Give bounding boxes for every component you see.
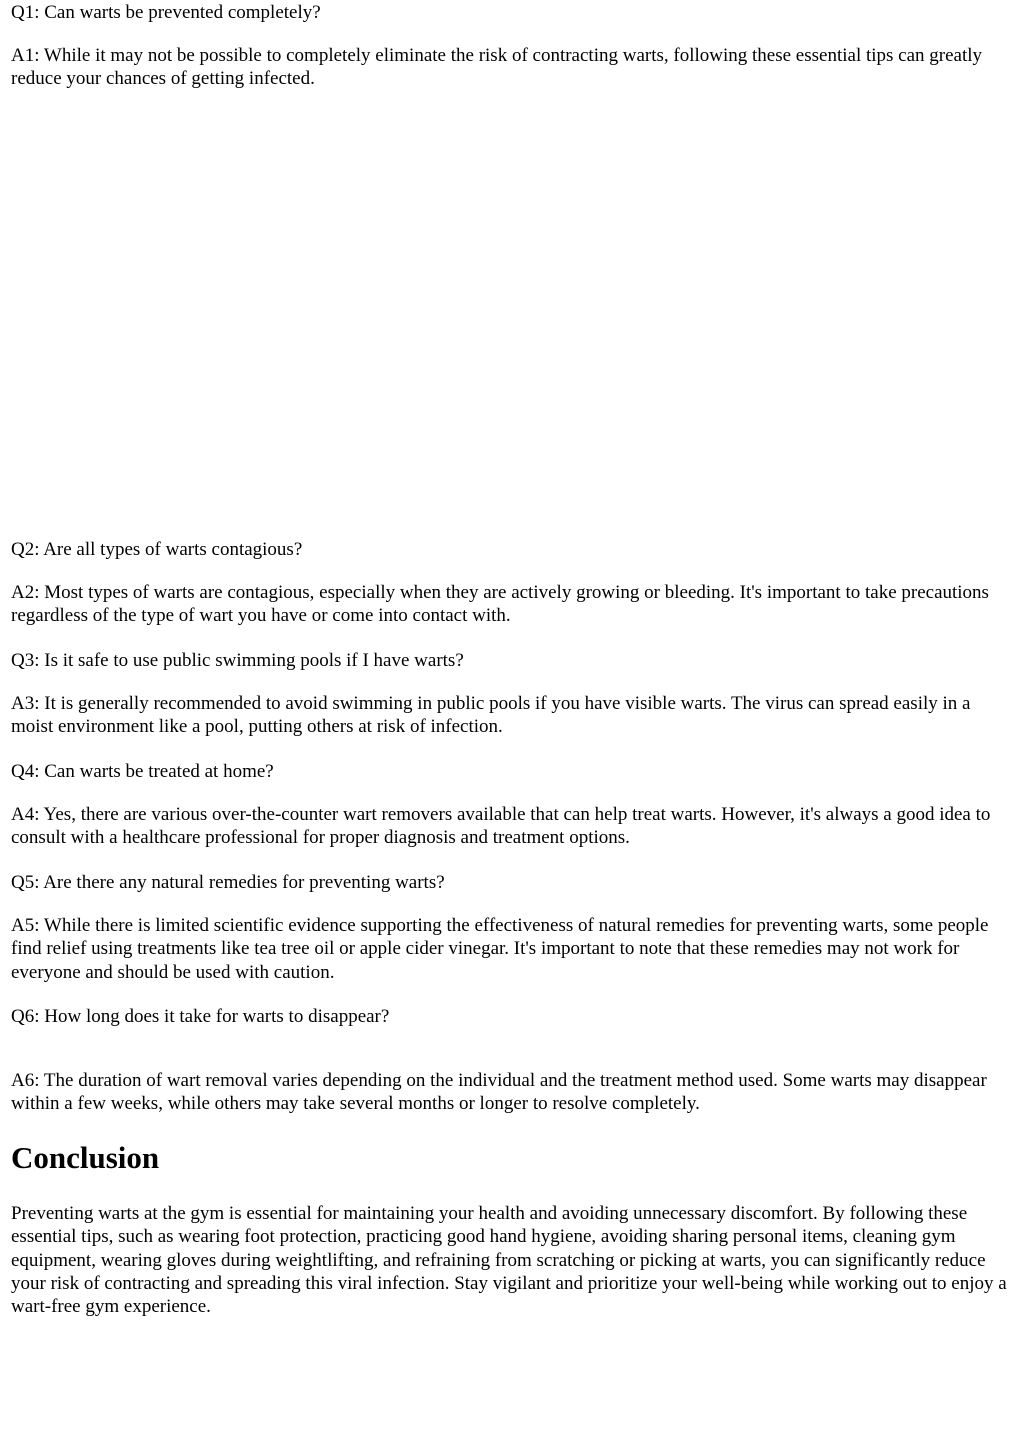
faq-answer-1: A1: While it may not be possible to completely eliminate the risk of contracting warts, following these essential tips can greatly reduce your chances of getting infected. <box>11 45 983 90</box>
conclusion-paragraph: Preventing warts at the gym is essential for maintaining your health and avoiding unnecessary discomfort. By following these essential tips, such as wearing foot protection, practicing good hand hygiene, avoiding sharing personal items, cleaning gym equipment, wearing gloves during weightlifting, and refraining from scratching or picking at warts, you can significantly reduce your risk of contracting and spreading this viral infection. Stay vigilant and prioritize your well-being while working out to enjoy a wart-free gym experience. <box>11 1203 1007 1318</box>
conclusion-heading: Conclusion <box>11 1140 160 1175</box>
faq-answer-3: A3: It is generally recommended to avoid swimming in public pools if you have visible warts. The virus can spread easily in a moist environment like a pool, putting others at risk of infection. <box>11 693 971 738</box>
faq-question-2: Q2: Are all types of warts contagious? <box>11 539 303 560</box>
faq-question-5: Q5: Are there any natural remedies for preventing warts? <box>11 872 445 893</box>
faq-answer-4: A4: Yes, there are various over-the-counter wart removers available that can help treat warts. However, it's always a good idea to consult with a healthcare professional for proper diagnosis and treatment options. <box>11 804 991 849</box>
faq-question-4: Q4: Can warts be treated at home? <box>11 761 274 782</box>
faq-question-3: Q3: Is it safe to use public swimming pools if I have warts? <box>11 650 464 671</box>
faq-answer-6: A6: The duration of wart removal varies depending on the individual and the treatment method used. Some warts may disappear within a few weeks, while others may take several months or longer to resolve completely. <box>11 1070 987 1115</box>
faq-question-1: Q1: Can warts be prevented completely? <box>11 2 321 23</box>
faq-answer-5: A5: While there is limited scientific evidence supporting the effectiveness of natural remedies for preventing warts, some people find relief using treatments like tea tree oil or apple cider vinegar. It's important to note that these remedies may not work for everyone and should be used with caution. <box>11 915 989 983</box>
faq-question-6: Q6: How long does it take for warts to disappear? <box>11 1006 390 1027</box>
faq-answer-2: A2: Most types of warts are contagious, especially when they are actively growing or bleeding. It's important to take precautions regardless of the type of wart you have or come into contact with. <box>11 582 989 627</box>
